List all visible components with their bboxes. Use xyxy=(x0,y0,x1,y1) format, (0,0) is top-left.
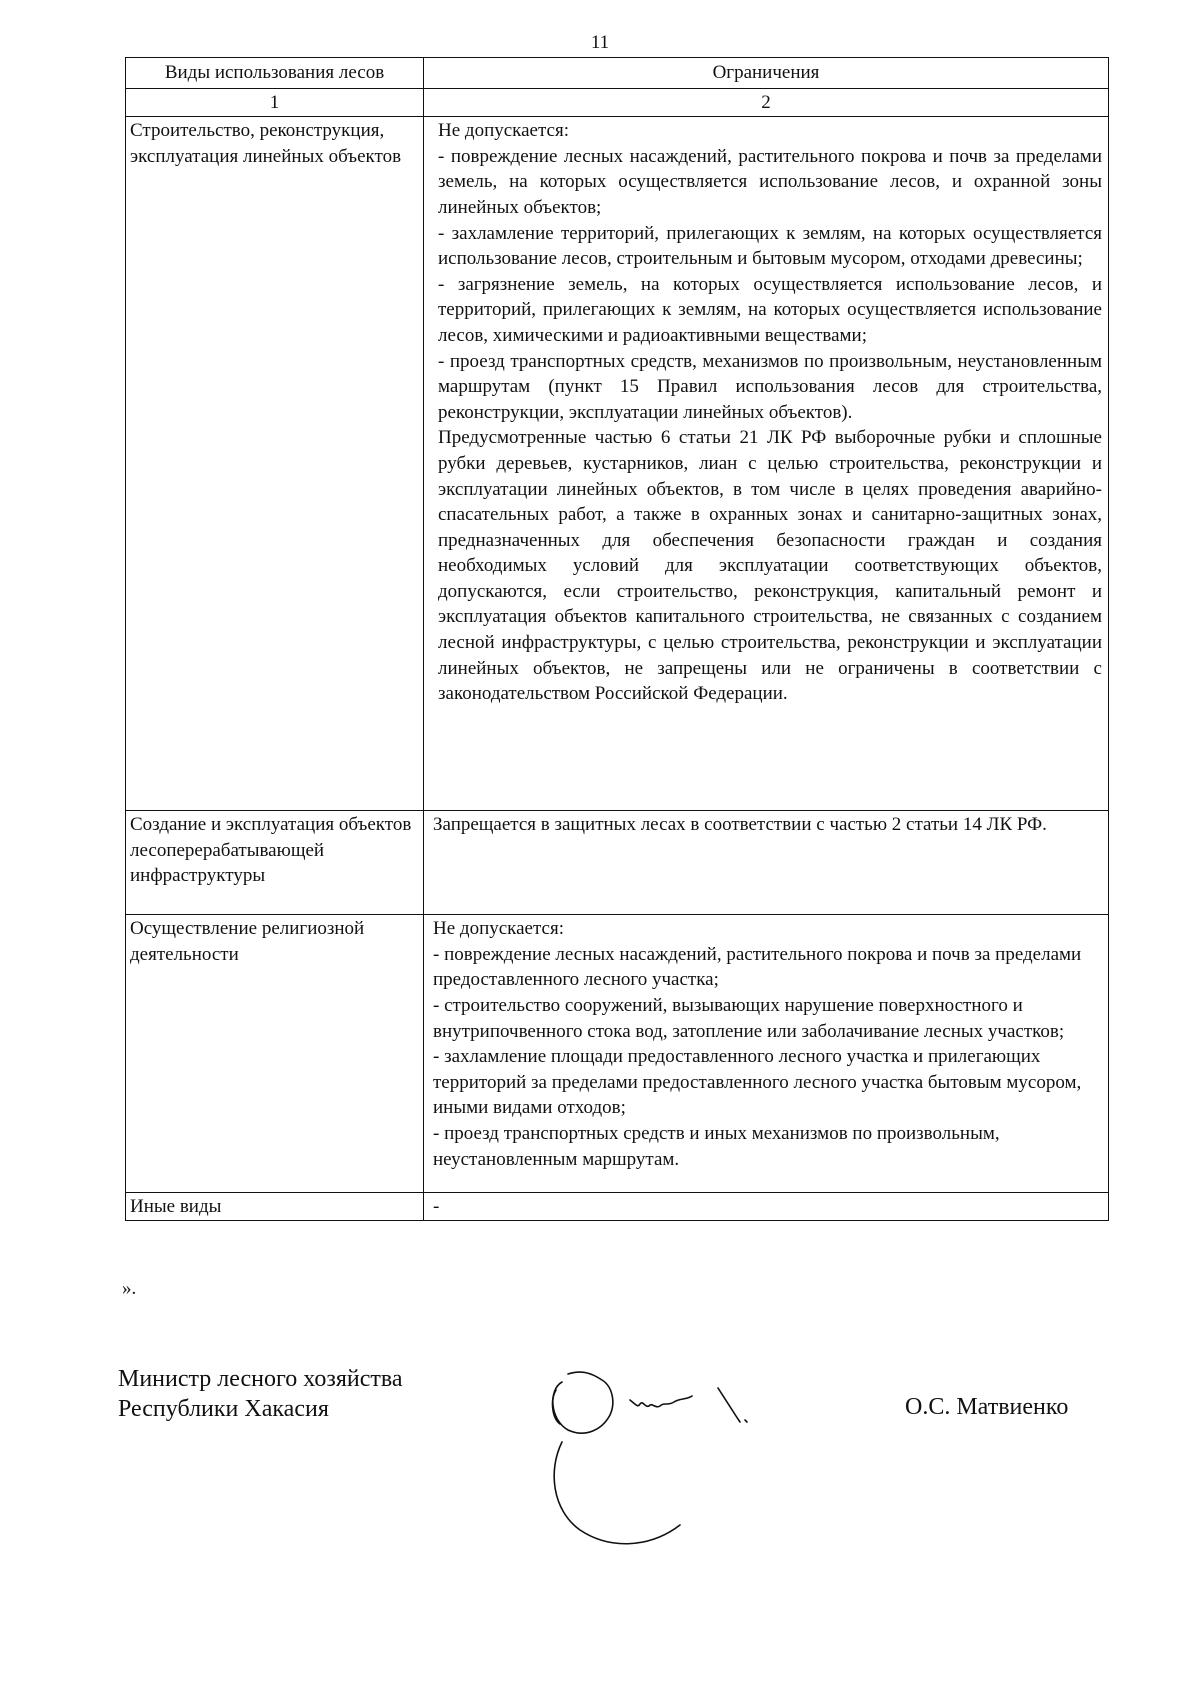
restriction-text: - захламление площади предоставленного лесного участка и прилегающих территорий за пределами предоставленного лесного участка бытовым мусором, иными видами отходов; xyxy=(433,1046,1082,1119)
restriction-text: Не допускается: xyxy=(438,120,569,142)
row-kind-cell: Строительство, реконструкция, эксплуатация линейных объектов xyxy=(126,117,424,811)
handwritten-signature xyxy=(540,1360,840,1580)
header-restrictions: Ограничения xyxy=(424,58,1109,89)
restriction-text: - повреждение лесных насаждений, растительного покрова и почв за пределами земель, на которых осуществляется использование лесов, и охранной зоны линейных объектов; xyxy=(438,145,1102,218)
row-restrictions-cell xyxy=(424,117,1109,811)
restriction-text: - загрязнение земель, на которых осуществляется использование лесов, и территорий, прилегающих к землям, на которых осуществляется использование лесов, химическими и радиоактивными веществами; xyxy=(438,273,1102,346)
column-number-1: 1 xyxy=(126,88,424,117)
table-header-row xyxy=(126,58,1109,89)
table-row xyxy=(126,811,1109,915)
table-row xyxy=(126,1193,1109,1221)
restriction-text: - повреждение лесных насаждений, растительного покрова и почв за пределами предоставленного лесного участка; xyxy=(433,943,1082,991)
row-kind-cell: Иные виды xyxy=(126,1193,424,1221)
row-restrictions-cell xyxy=(424,915,1109,1193)
restriction-text: Запрещается в защитных лесах в соответствии с частью 2 статьи 14 ЛК РФ. xyxy=(433,814,1047,836)
signatory-position xyxy=(118,1364,403,1424)
row-restrictions-cell xyxy=(424,1193,1109,1221)
position-line: Министр лесного хозяйства xyxy=(118,1366,403,1392)
row-kind-cell: Осуществление религиозной деятельности xyxy=(126,915,424,1193)
table-row xyxy=(126,915,1109,1193)
page-number: 11 xyxy=(590,32,610,53)
column-number-row xyxy=(126,88,1109,117)
restriction-text: - строительство сооружений, вызывающих нарушение поверхностного и внутрипочвенного стока вод, затопление или заболачивание лесных участков; xyxy=(433,994,1065,1042)
restrictions-table xyxy=(125,57,1109,1221)
row-restrictions-cell xyxy=(424,811,1109,915)
column-number-2: 2 xyxy=(424,88,1109,117)
row-kind-cell: Создание и эксплуатация объектов лесоперерабатывающей инфраструктуры xyxy=(126,811,424,915)
restriction-text: - xyxy=(433,1196,440,1218)
restriction-text: - проезд транспортных средств и иных механизмов по произвольным, неустановленным маршрутам. xyxy=(433,1122,1000,1170)
restriction-text: Не допускается: xyxy=(433,918,564,940)
header-forest-use-kinds: Виды использования лесов xyxy=(126,58,424,89)
table-row xyxy=(126,117,1109,811)
signatory-name: О.С. Матвиенко xyxy=(905,1394,1069,1420)
position-line: Республики Хакасия xyxy=(118,1396,329,1422)
restriction-text: - проезд транспортных средств, механизмов по произвольным, неустановленным маршрутам (пункт 15 Правил использования лесов для строительства, реконструкции, эксплуатации линейных объектов). xyxy=(438,350,1102,423)
restriction-text: - захламление территорий, прилегающих к землям, на которых осуществляется использование лесов, строительным и бытовым мусором, отходами древесины; xyxy=(438,222,1102,270)
closing-quote: ». xyxy=(122,1278,137,1299)
restriction-text: Предусмотренные частью 6 статьи 21 ЛК РФ выборочные рубки и сплошные рубки деревьев, кустарников, лиан с целью строительства, реконструкции и эксплуатации линейных объектов, в том числе в целях проведения аварийно-спасательных работ, а также в охранных зонах и санитарно-защитных зонах, предназначенных для обеспечения безопасности граждан и создания необходимых условий для эксплуатации соответствующих объектов, допускаются, если строительство, реконструкция, капитальный ремонт и эксплуатация объектов капитального строительства, не связанных с созданием лесной инфраструктуры, с целью строительства, реконструкции и эксплуатации линейных объектов, не запрещены или не ограничены в соответствии с законодательством Российской Федерации. xyxy=(438,427,1102,705)
